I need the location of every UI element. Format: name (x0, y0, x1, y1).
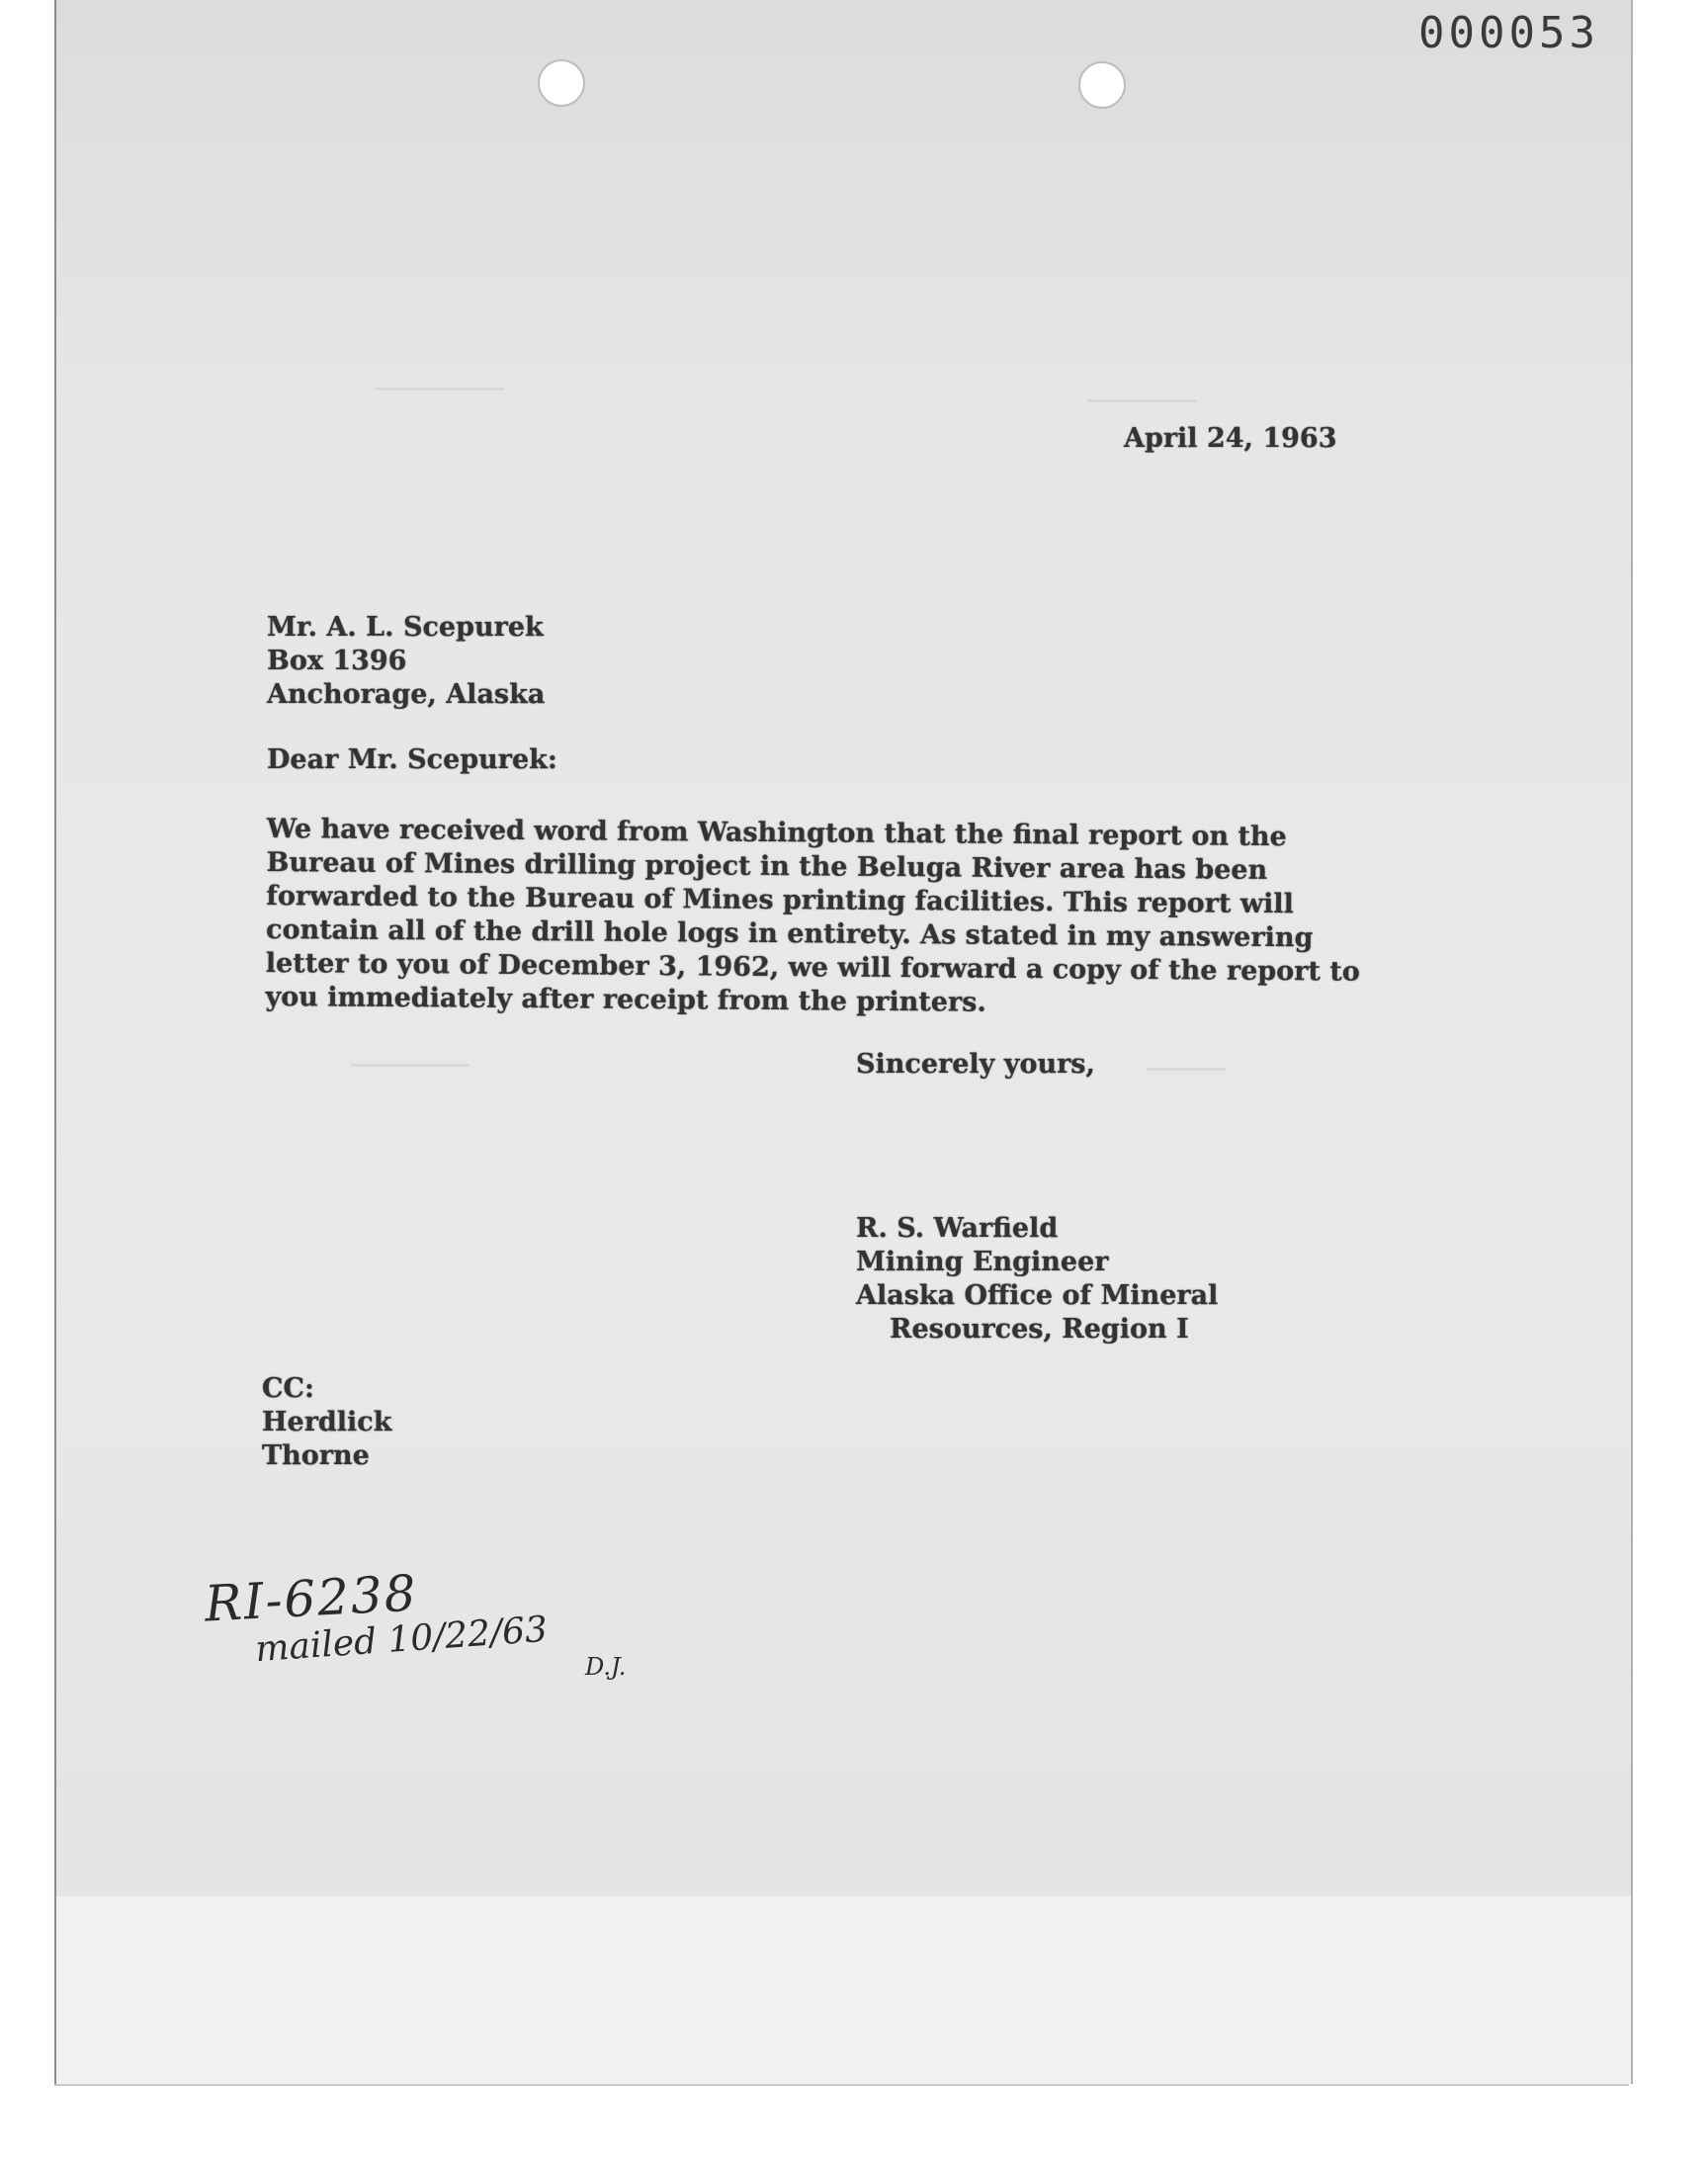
cc-label: CC: (262, 1373, 314, 1404)
signer-office: Alaska Office of Mineral (856, 1280, 1219, 1311)
letter-body: We have received word from Washington that the final report on the Bureau of Mines drilling project in the Beluga River area has been forwarded to the Bureau of Mines printing facilities. This report will contain all of the drill hole logs in entirety. As stated in my answering letter to you of December 3, 1962, we will forward a copy of the report to you immediately after receipt from the printers. (265, 813, 1360, 1018)
cc-block (262, 1372, 391, 1473)
recipient-city: Anchorage, Alaska (267, 679, 546, 710)
faint-mark (351, 1064, 470, 1067)
faint-mark (376, 388, 504, 391)
signer-office-continued: Resources, Region I (890, 1314, 1189, 1345)
punch-hole-right (1078, 61, 1126, 109)
page-lower-band (56, 1896, 1631, 2084)
signature-block (856, 1212, 1218, 1347)
faint-mark (1147, 1068, 1226, 1071)
cc-name: Herdlick (262, 1407, 392, 1437)
recipient-name: Mr. A. L. Scepurek (267, 612, 544, 643)
signer-name: R. S. Warfield (856, 1213, 1059, 1244)
faint-mark (1087, 399, 1196, 402)
page-bottom-edge (54, 2084, 1629, 2086)
punch-hole-left (538, 59, 585, 107)
handwritten-initials: D.J. (585, 1653, 627, 1681)
salutation: Dear Mr. Scepurek: (267, 744, 557, 775)
handwritten-mailed-note: mailed 10/22/63 (253, 1609, 550, 1671)
recipient-box: Box 1396 (267, 646, 407, 676)
document-page (54, 0, 1633, 2084)
letter-date: April 24, 1963 (1124, 423, 1337, 454)
closing: Sincerely yours, (856, 1049, 1095, 1080)
recipient-address (267, 611, 545, 712)
handwritten-reference: RI-6238 (203, 1564, 419, 1633)
signer-title: Mining Engineer (856, 1247, 1109, 1277)
document-number: 000053 (1418, 8, 1599, 58)
cc-name: Thorne (262, 1440, 370, 1471)
